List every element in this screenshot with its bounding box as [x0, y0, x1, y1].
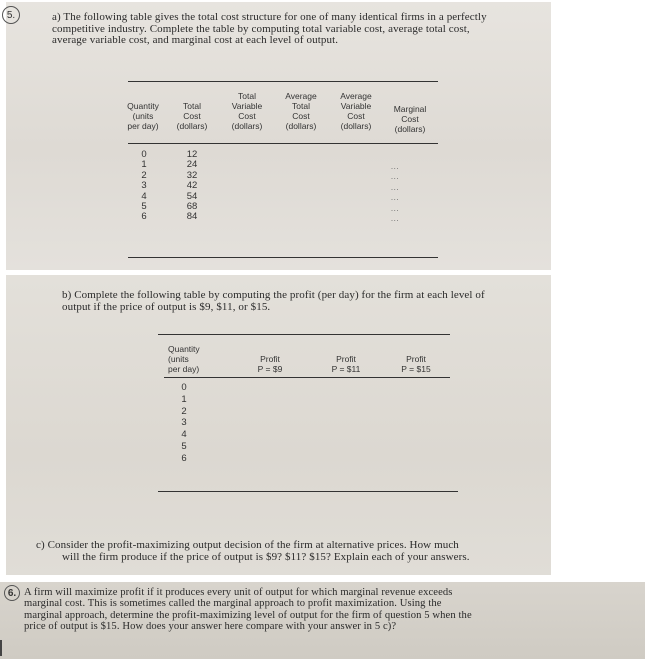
part-c-text: [36, 540, 470, 563]
quantity-cell: 2: [181, 405, 187, 417]
table-a-header-total-variable-cost: [222, 91, 272, 131]
quantity-cell: 6: [141, 211, 147, 223]
table-b-header-profit-11: [318, 354, 374, 374]
header-text: Cost: [183, 111, 201, 121]
table-a-header-marginal-cost: [384, 104, 436, 134]
marginal-cost-placeholder: ...: [390, 172, 400, 182]
header-text: P = $11: [331, 364, 361, 374]
header-text: Marginal: [393, 104, 427, 114]
problem-6-line-4: price of output is $15. How does your answer here compare with your answer in 5 c)?: [24, 620, 397, 632]
table-a-bottom-rule: [128, 257, 438, 258]
marginal-cost-placeholder: ...: [390, 193, 400, 203]
total-cost-cell: 54: [186, 190, 198, 202]
header-text: P = $15: [401, 364, 431, 374]
page-edge-mark: [0, 640, 2, 656]
header-text: (dollars): [231, 121, 263, 131]
problem-6-text: [24, 587, 472, 632]
header-text: Variable: [231, 101, 263, 111]
table-a-header-average-total-cost: [275, 91, 327, 131]
table-b-header-profit-15: [388, 354, 444, 374]
header-text: Total: [292, 101, 310, 111]
question-6-number: 6.: [4, 585, 20, 601]
quantity-cell: 3: [141, 180, 147, 192]
table-a-total-cost-column: [180, 150, 204, 223]
total-cost-cell: 68: [186, 200, 198, 212]
total-cost-cell: 32: [186, 169, 198, 181]
header-text: P = $9: [257, 364, 283, 374]
quantity-cell: 1: [141, 159, 147, 171]
table-b-top-rule: [158, 334, 450, 335]
quantity-cell: 4: [141, 190, 147, 202]
quantity-cell: 5: [141, 200, 147, 212]
table-a-header-average-variable-cost: [330, 91, 382, 131]
quantity-cell: 5: [181, 440, 187, 452]
table-a-quantity-column: [132, 150, 156, 223]
total-cost-cell: 12: [186, 149, 198, 160]
part-a-line-3: average variable cost, and marginal cost at each level of output.: [52, 34, 339, 46]
table-b-bottom-rule: [158, 491, 458, 492]
problem-6-line-3: marginal approach, determine the profit-maximizing level of output for the firm of question 5 when the: [24, 609, 472, 621]
problem-6-line-1: A firm will maximize profit if it produces every unit of output for which marginal revenue exceeds: [24, 587, 453, 598]
header-text: Cost: [347, 111, 365, 121]
part-b-text: [62, 290, 485, 313]
question-5-number: 5.: [2, 6, 20, 24]
quantity-cell: 1: [181, 393, 187, 405]
part-c-line-1: c) Consider the profit-maximizing output decision of the firm at alternative prices. How much: [36, 539, 459, 551]
header-text: per day): [168, 364, 200, 374]
header-text: Cost: [238, 111, 256, 121]
header-text: Profit: [336, 354, 356, 364]
header-text: Quantity: [168, 344, 200, 354]
quantity-cell: 0: [141, 149, 147, 160]
header-text: (dollars): [285, 121, 317, 131]
total-cost-cell: 42: [186, 180, 198, 192]
table-a-header-total-cost: [170, 101, 214, 131]
header-text: Total: [183, 101, 201, 111]
header-text: Cost: [292, 111, 310, 121]
header-text: (dollars): [394, 124, 426, 134]
quantity-cell: 3: [181, 417, 187, 429]
table-b-header-rule: [164, 377, 450, 378]
table-a-header-quantity: [118, 101, 168, 131]
header-text: (dollars): [176, 121, 208, 131]
header-text: Profit: [260, 354, 280, 364]
header-text: Total: [238, 91, 256, 101]
part-b-line-1: b) Complete the following table by computing the profit (per day) for the firm at each level of: [62, 289, 485, 301]
page-photo-part-b-c: [6, 275, 551, 575]
marginal-cost-placeholder: ...: [390, 213, 400, 223]
quantity-cell: 2: [141, 169, 147, 181]
header-text: Cost: [401, 114, 419, 124]
header-text: (units: [168, 354, 189, 364]
part-a-line-2: competitive industry. Complete the table by computing total variable cost, average total cost,: [52, 22, 470, 35]
table-a-top-rule: [128, 81, 438, 82]
marginal-cost-placeholder: ...: [390, 162, 400, 171]
header-text: (units: [132, 111, 154, 121]
quantity-cell: 6: [181, 452, 187, 464]
part-c-line-2: will the firm produce if the price of output is $9? $11? $15? Explain each of your answers.: [62, 550, 470, 563]
header-text: Profit: [406, 354, 426, 364]
header-text: Variable: [340, 101, 372, 111]
table-b-quantity-column: [174, 382, 194, 465]
table-a-marginal-cost-column: [384, 162, 406, 224]
table-b-header-profit-9: [242, 354, 298, 374]
header-text: Quantity: [127, 101, 159, 111]
header-text: Average: [340, 91, 372, 101]
part-a-line-1: a) The following table gives the total cost structure for one of many identical firms in a perfectly: [52, 11, 487, 23]
marginal-cost-placeholder: ...: [390, 203, 400, 213]
total-cost-cell: 24: [186, 159, 198, 171]
table-a-header-rule: [128, 143, 438, 144]
total-cost-cell: 84: [186, 211, 198, 223]
header-text: (dollars): [340, 121, 372, 131]
quantity-cell: 0: [181, 382, 187, 393]
part-a-text: [52, 12, 487, 47]
quantity-cell: 4: [181, 429, 187, 441]
part-b-line-2: output if the price of output is $9, $11, or $15.: [62, 300, 271, 313]
header-text: per day): [127, 121, 159, 131]
marginal-cost-placeholder: ...: [390, 182, 400, 192]
problem-6-line-2: marginal cost. This is sometimes called the marginal approach to profit maximization. Using the: [24, 598, 442, 610]
table-b-header-quantity: [168, 344, 216, 374]
header-text: Average: [285, 91, 317, 101]
